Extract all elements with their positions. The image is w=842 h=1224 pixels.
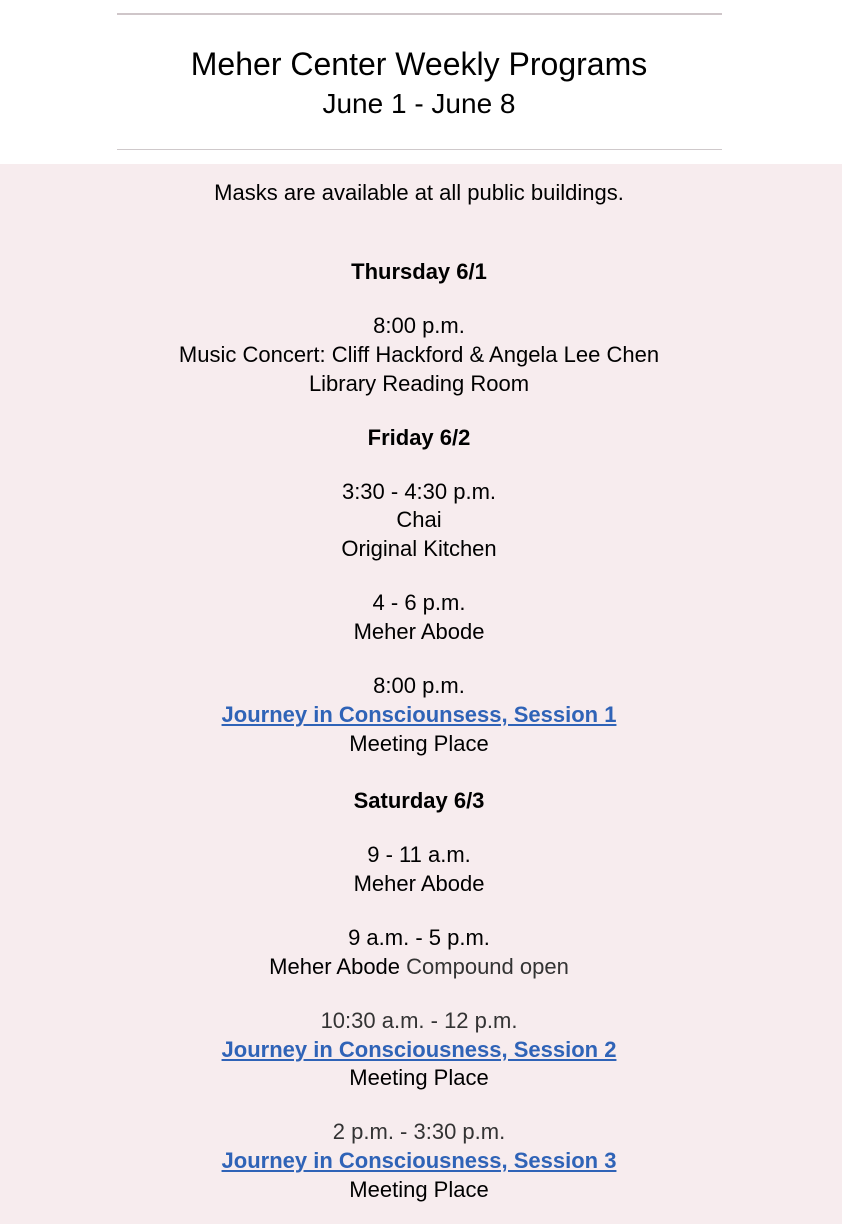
day-heading-friday: Friday 6/2 xyxy=(367,425,471,450)
day-heading-thursday: Thursday 6/1 xyxy=(351,259,487,284)
event-location: Original Kitchen xyxy=(341,536,497,561)
event-time: 8:00 p.m. xyxy=(373,673,465,698)
header xyxy=(0,0,842,164)
bottom-divider xyxy=(117,149,722,150)
journey-session-1-link[interactable]: Journey in Consciounsess, Session 1 xyxy=(221,702,617,727)
event-link-wrap xyxy=(0,1036,838,1064)
event-location: Meeting Place xyxy=(349,1065,489,1090)
event-time: 4 - 6 p.m. xyxy=(372,590,466,615)
event-link-wrap xyxy=(0,701,838,729)
event-location: Meeting Place xyxy=(349,731,489,756)
event-time: 9 - 11 a.m. xyxy=(367,842,471,867)
journey-session-2-link[interactable]: Journey in Consciousness, Session 2 xyxy=(221,1037,617,1062)
mask-notice: Masks are available at all public buildings. xyxy=(214,180,624,205)
event-title: Music Concert: Cliff Hackford & Angela Lee Chen xyxy=(178,342,660,367)
page-title: Meher Center Weekly Programs xyxy=(190,46,648,82)
event-location: Meher Abode xyxy=(353,871,485,896)
event-location-note: Compound open xyxy=(400,954,569,979)
event-time: 3:30 - 4:30 p.m. xyxy=(341,479,497,504)
event-location: Meeting Place xyxy=(349,1177,489,1202)
event-link-wrap xyxy=(0,1147,838,1175)
event-time: 2 p.m. - 3:30 p.m. xyxy=(332,1119,506,1144)
event-location: Meher Abode xyxy=(269,954,401,979)
event-location-line xyxy=(0,953,838,981)
day-heading-saturday: Saturday 6/3 xyxy=(353,788,485,813)
event-location: Library Reading Room xyxy=(308,371,530,396)
top-divider xyxy=(117,13,722,15)
event-title: Chai xyxy=(396,507,442,532)
journey-session-3-link[interactable]: Journey in Consciousness, Session 3 xyxy=(221,1148,617,1173)
event-time: 8:00 p.m. xyxy=(373,313,465,338)
schedule-section xyxy=(0,164,842,1224)
date-range: June 1 - June 8 xyxy=(322,88,516,119)
event-time: 9 a.m. - 5 p.m. xyxy=(348,925,490,950)
event-location: Meher Abode xyxy=(353,619,485,644)
event-time: 10:30 a.m. - 12 p.m. xyxy=(320,1008,518,1033)
